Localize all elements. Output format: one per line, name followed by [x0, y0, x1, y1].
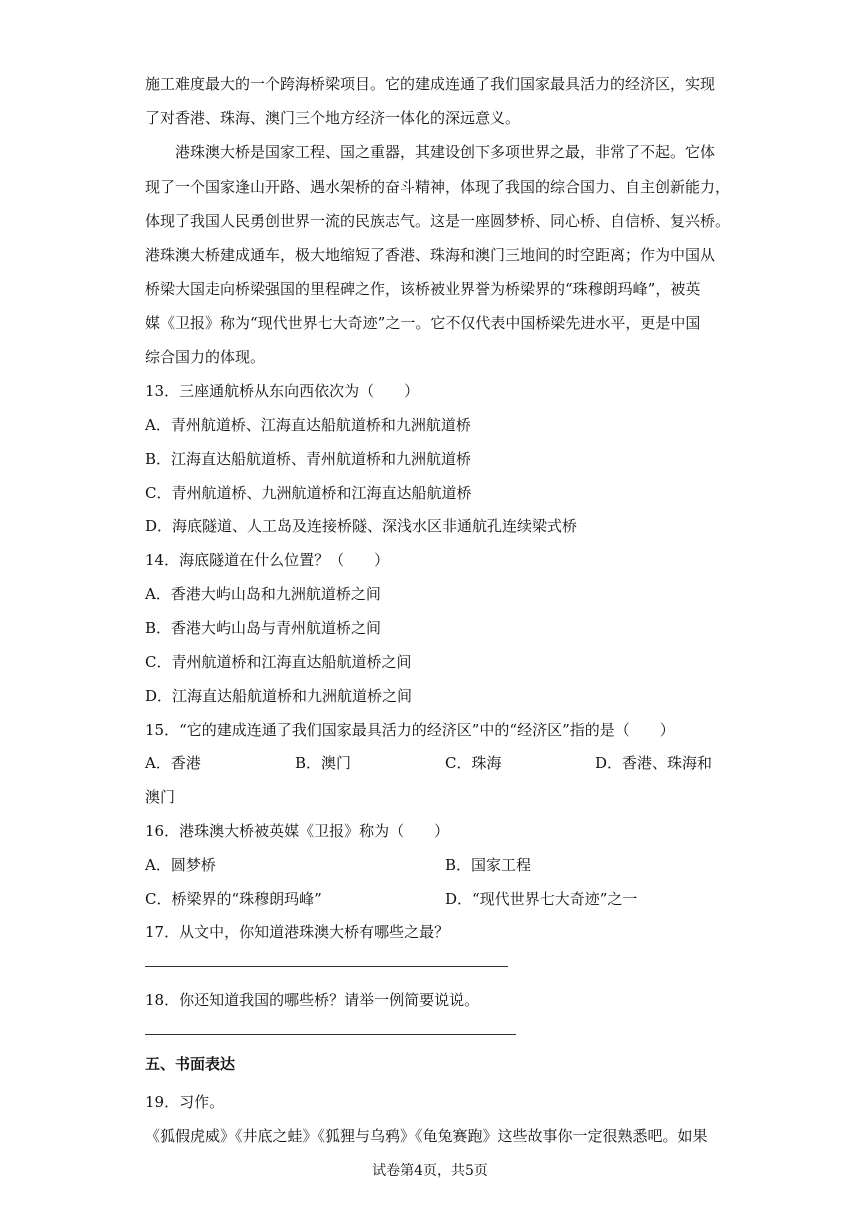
- question-16-stem: 16．港珠澳大桥被英媒《卫报》称为（ ）: [145, 822, 450, 840]
- question-14-option-b[interactable]: B．香港大屿山岛与青州航道桥之间: [145, 619, 382, 637]
- writing-prompt: 《狐假虎威》《井底之蛙》《狐狸与乌鸦》《龟兔赛跑》这些故事你一定很熟悉吧。如果: [145, 1127, 708, 1145]
- question-14-option-c[interactable]: C．青州航道桥和江海直达船航道桥之间: [145, 653, 412, 671]
- page-footer: 试卷第4页，共5页: [372, 1163, 488, 1179]
- passage-line: 港珠澳大桥建成通车，极大地缩短了香港、珠海和澳门三地间的时空距离；作为中国从: [145, 246, 716, 264]
- passage-line: 体现了我国人民勇创世界一流的民族志气。这是一座圆梦桥、同心桥、自信桥、复兴桥。: [145, 212, 731, 230]
- question-16-option-c[interactable]: C．桥梁界的“珠穆朗玛峰”: [145, 890, 322, 908]
- question-13-option-c[interactable]: C．青州航道桥、九洲航道桥和江海直达船航道桥: [145, 484, 472, 502]
- question-18-stem: 18．你还知道我国的哪些桥？请举一例简要说说。: [145, 991, 480, 1009]
- question-13-option-d[interactable]: D．海底隧道、人工岛及连接桥隧、深浅水区非通航孔连续梁式桥: [145, 517, 578, 535]
- question-16-option-a[interactable]: A．圆梦桥: [145, 856, 216, 874]
- question-15-option-d[interactable]: D．香港、珠海和: [595, 754, 713, 772]
- question-16-option-d[interactable]: D．“现代世界七大奇迹”之一: [445, 890, 638, 908]
- question-14-stem: 14．海底隧道在什么位置？（ ）: [145, 551, 390, 569]
- question-16-option-b[interactable]: B．国家工程: [445, 856, 532, 874]
- passage-line: 现了一个国家逢山开路、遇水架桥的奋斗精神，体现了我国的综合国力、自主创新能力，: [145, 178, 731, 196]
- answer-line-18[interactable]: [145, 1034, 516, 1035]
- question-13-stem: 13．三座通航桥从东向西依次为（ ）: [145, 382, 420, 400]
- passage-line: 桥梁大国走向桥梁强国的里程碑之作，该桥被业界誉为桥梁界的“珠穆朗玛峰”，被英: [145, 280, 701, 298]
- passage-line: 了对香港、珠海、澳门三个地方经济一体化的深远意义。: [145, 109, 521, 127]
- question-15-option-c[interactable]: C．珠海: [445, 754, 502, 772]
- question-15-option-d-continued: 澳门: [145, 788, 176, 806]
- answer-line-17[interactable]: [145, 966, 508, 967]
- question-17-stem: 17．从文中，你知道港珠澳大桥有哪些之最？: [145, 923, 450, 941]
- passage-line: 综合国力的体现。: [145, 348, 266, 366]
- question-15-stem: 15．“它的建成连通了我们国家最具活力的经济区”中的“经济区”指的是（ ）: [145, 721, 675, 739]
- passage-line: 施工难度最大的一个跨海桥梁项目。它的建成连通了我们国家最具活力的经济区，实现: [145, 75, 716, 93]
- question-15-option-b[interactable]: B．澳门: [295, 754, 352, 772]
- passage-line: 港珠澳大桥是国家工程、国之重器，其建设创下多项世界之最，非常了不起。它体: [175, 143, 716, 161]
- question-13-option-b[interactable]: B．江海直达船航道桥、青州航道桥和九洲航道桥: [145, 450, 472, 468]
- question-14-option-a[interactable]: A．香港大屿山岛和九洲航道桥之间: [145, 585, 381, 603]
- question-15-option-a[interactable]: A．香港: [145, 754, 201, 772]
- question-14-option-d[interactable]: D．江海直达船航道桥和九洲航道桥之间: [145, 687, 413, 705]
- section-heading: 五、书面表达: [145, 1055, 236, 1073]
- question-13-option-a[interactable]: A．青州航道桥、江海直达船航道桥和九洲航道桥: [145, 416, 471, 434]
- passage-line: 媒《卫报》称为“现代世界七大奇迹”之一。它不仅代表中国桥梁先进水平，更是中国: [145, 314, 701, 332]
- question-19-stem: 19．习作。: [145, 1093, 225, 1111]
